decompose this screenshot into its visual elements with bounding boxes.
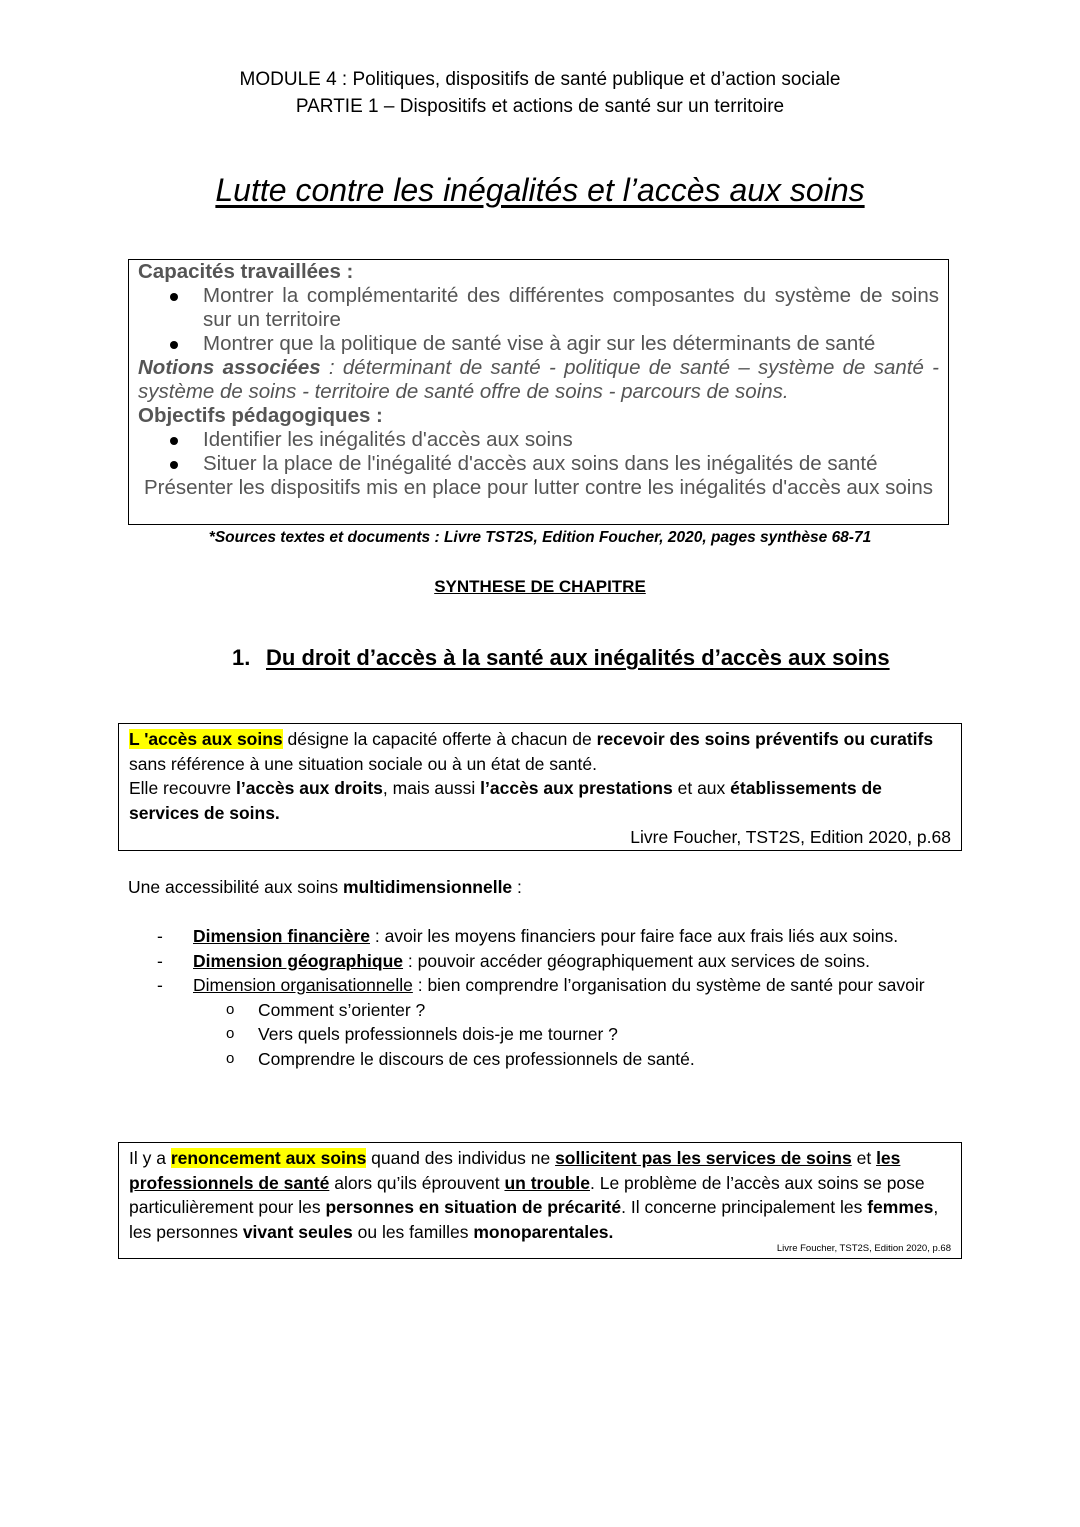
capacites-box (128, 259, 949, 525)
partie-heading: PARTIE 1 – Dispositifs et actions de santé sur un territoire (295, 96, 785, 117)
synthese-heading: SYNTHESE DE CHAPITRE (434, 577, 646, 596)
notions-associees: Notions associées : déterminant de santé - politique de santé – système de santé - système de soins - territoire de santé offre de soins - parcours de soins. (138, 356, 940, 403)
section-1-heading (232, 645, 890, 671)
objectif-presenter: Présenter les dispositifs mis en place pour lutter contre les inégalités d'accès aux soins (144, 476, 933, 499)
objectifs-heading: Objectifs pédagogiques : (138, 404, 383, 427)
definition-text: Elle recouvre l’accès aux droits, mais aussi l’accès aux prestations et aux établissements de services de soins. (129, 778, 882, 823)
dimensions-list (150, 924, 940, 1071)
circle-bullet-icon: o (226, 1049, 235, 1067)
sub-item: o Comprendre le discours de ces professionnels de santé. (150, 1047, 940, 1072)
section-title: Du droit d’accès à la santé aux inégalités d’accès aux soins (266, 645, 890, 670)
bullet-icon (170, 437, 178, 445)
capacite-item: Montrer que la politique de santé vise à agir sur les déterminants de santé (138, 332, 939, 356)
capacites-heading: Capacités travaillées : (138, 260, 354, 283)
sources-note: *Sources textes et documents : Livre TST2S, Edition Foucher, 2020, pages synthèse 68-71 (208, 529, 872, 546)
page-title: Lutte contre les inégalités et l’accès aux soins (215, 172, 865, 208)
sub-item: o Comment s’orienter ? (150, 998, 940, 1023)
objectif-item: Identifier les inégalités d'accès aux soins (138, 428, 939, 452)
bullet-icon (170, 341, 178, 349)
source-reference: Livre Foucher, TST2S, Edition 2020, p.68 (630, 827, 951, 847)
section-number: 1. (232, 645, 251, 670)
circle-bullet-icon: o (226, 1000, 235, 1018)
circle-bullet-icon: o (226, 1025, 235, 1042)
module-heading: MODULE 4 : Politiques, dispositifs de santé publique et d’action sociale (239, 69, 841, 90)
renoncement-aux-soins-box (118, 1142, 962, 1259)
dimension-item: - Dimension organisationnelle : bien comprendre l’organisation du système de santé pour savoir (150, 973, 940, 998)
definition-acces-aux-soins-box (118, 723, 962, 851)
source-reference: Livre Foucher, TST2S, Edition 2020, p.68 (776, 1243, 951, 1254)
accessibilite-intro: Une accessibilité aux soins multidimensionnelle : (128, 877, 522, 897)
capacite-item: Montrer la complémentarité des différentes composantes du système de soins sur un territoire (138, 284, 939, 332)
dash-icon: - (157, 926, 163, 946)
dash-icon: - (157, 975, 163, 995)
definition-text: L 'accès aux soins désigne la capacité offerte à chacun de recevoir des soins préventifs ou curatifs sans référence à une situation sociale ou à un état de santé. (129, 729, 934, 774)
bullet-icon (170, 461, 178, 469)
dash-icon: - (157, 950, 163, 971)
bullet-icon (170, 293, 178, 301)
renoncement-text: Il y a renoncement aux soins quand des individus ne sollicitent pas les services de soins et les professionnels de santé alors qu’ils éprouvent un trouble. Le problème de l’accès aux soins se pose particulièrement pour les personnes en situation de précarité. Il concerne principalement les femmes, les personnes vivant seules ou les familles monoparentales. (129, 1148, 939, 1242)
dimension-item: - Dimension financière : avoir les moyens financiers pour faire face aux frais liés aux soins. (150, 924, 940, 949)
sub-item: o Vers quels professionnels dois-je me tourner ? (150, 1022, 940, 1047)
dimension-item: - Dimension géographique : pouvoir accéder géographiquement aux services de soins. (150, 949, 940, 974)
objectif-item: Situer la place de l'inégalité d'accès aux soins dans les inégalités de santé (138, 452, 939, 476)
